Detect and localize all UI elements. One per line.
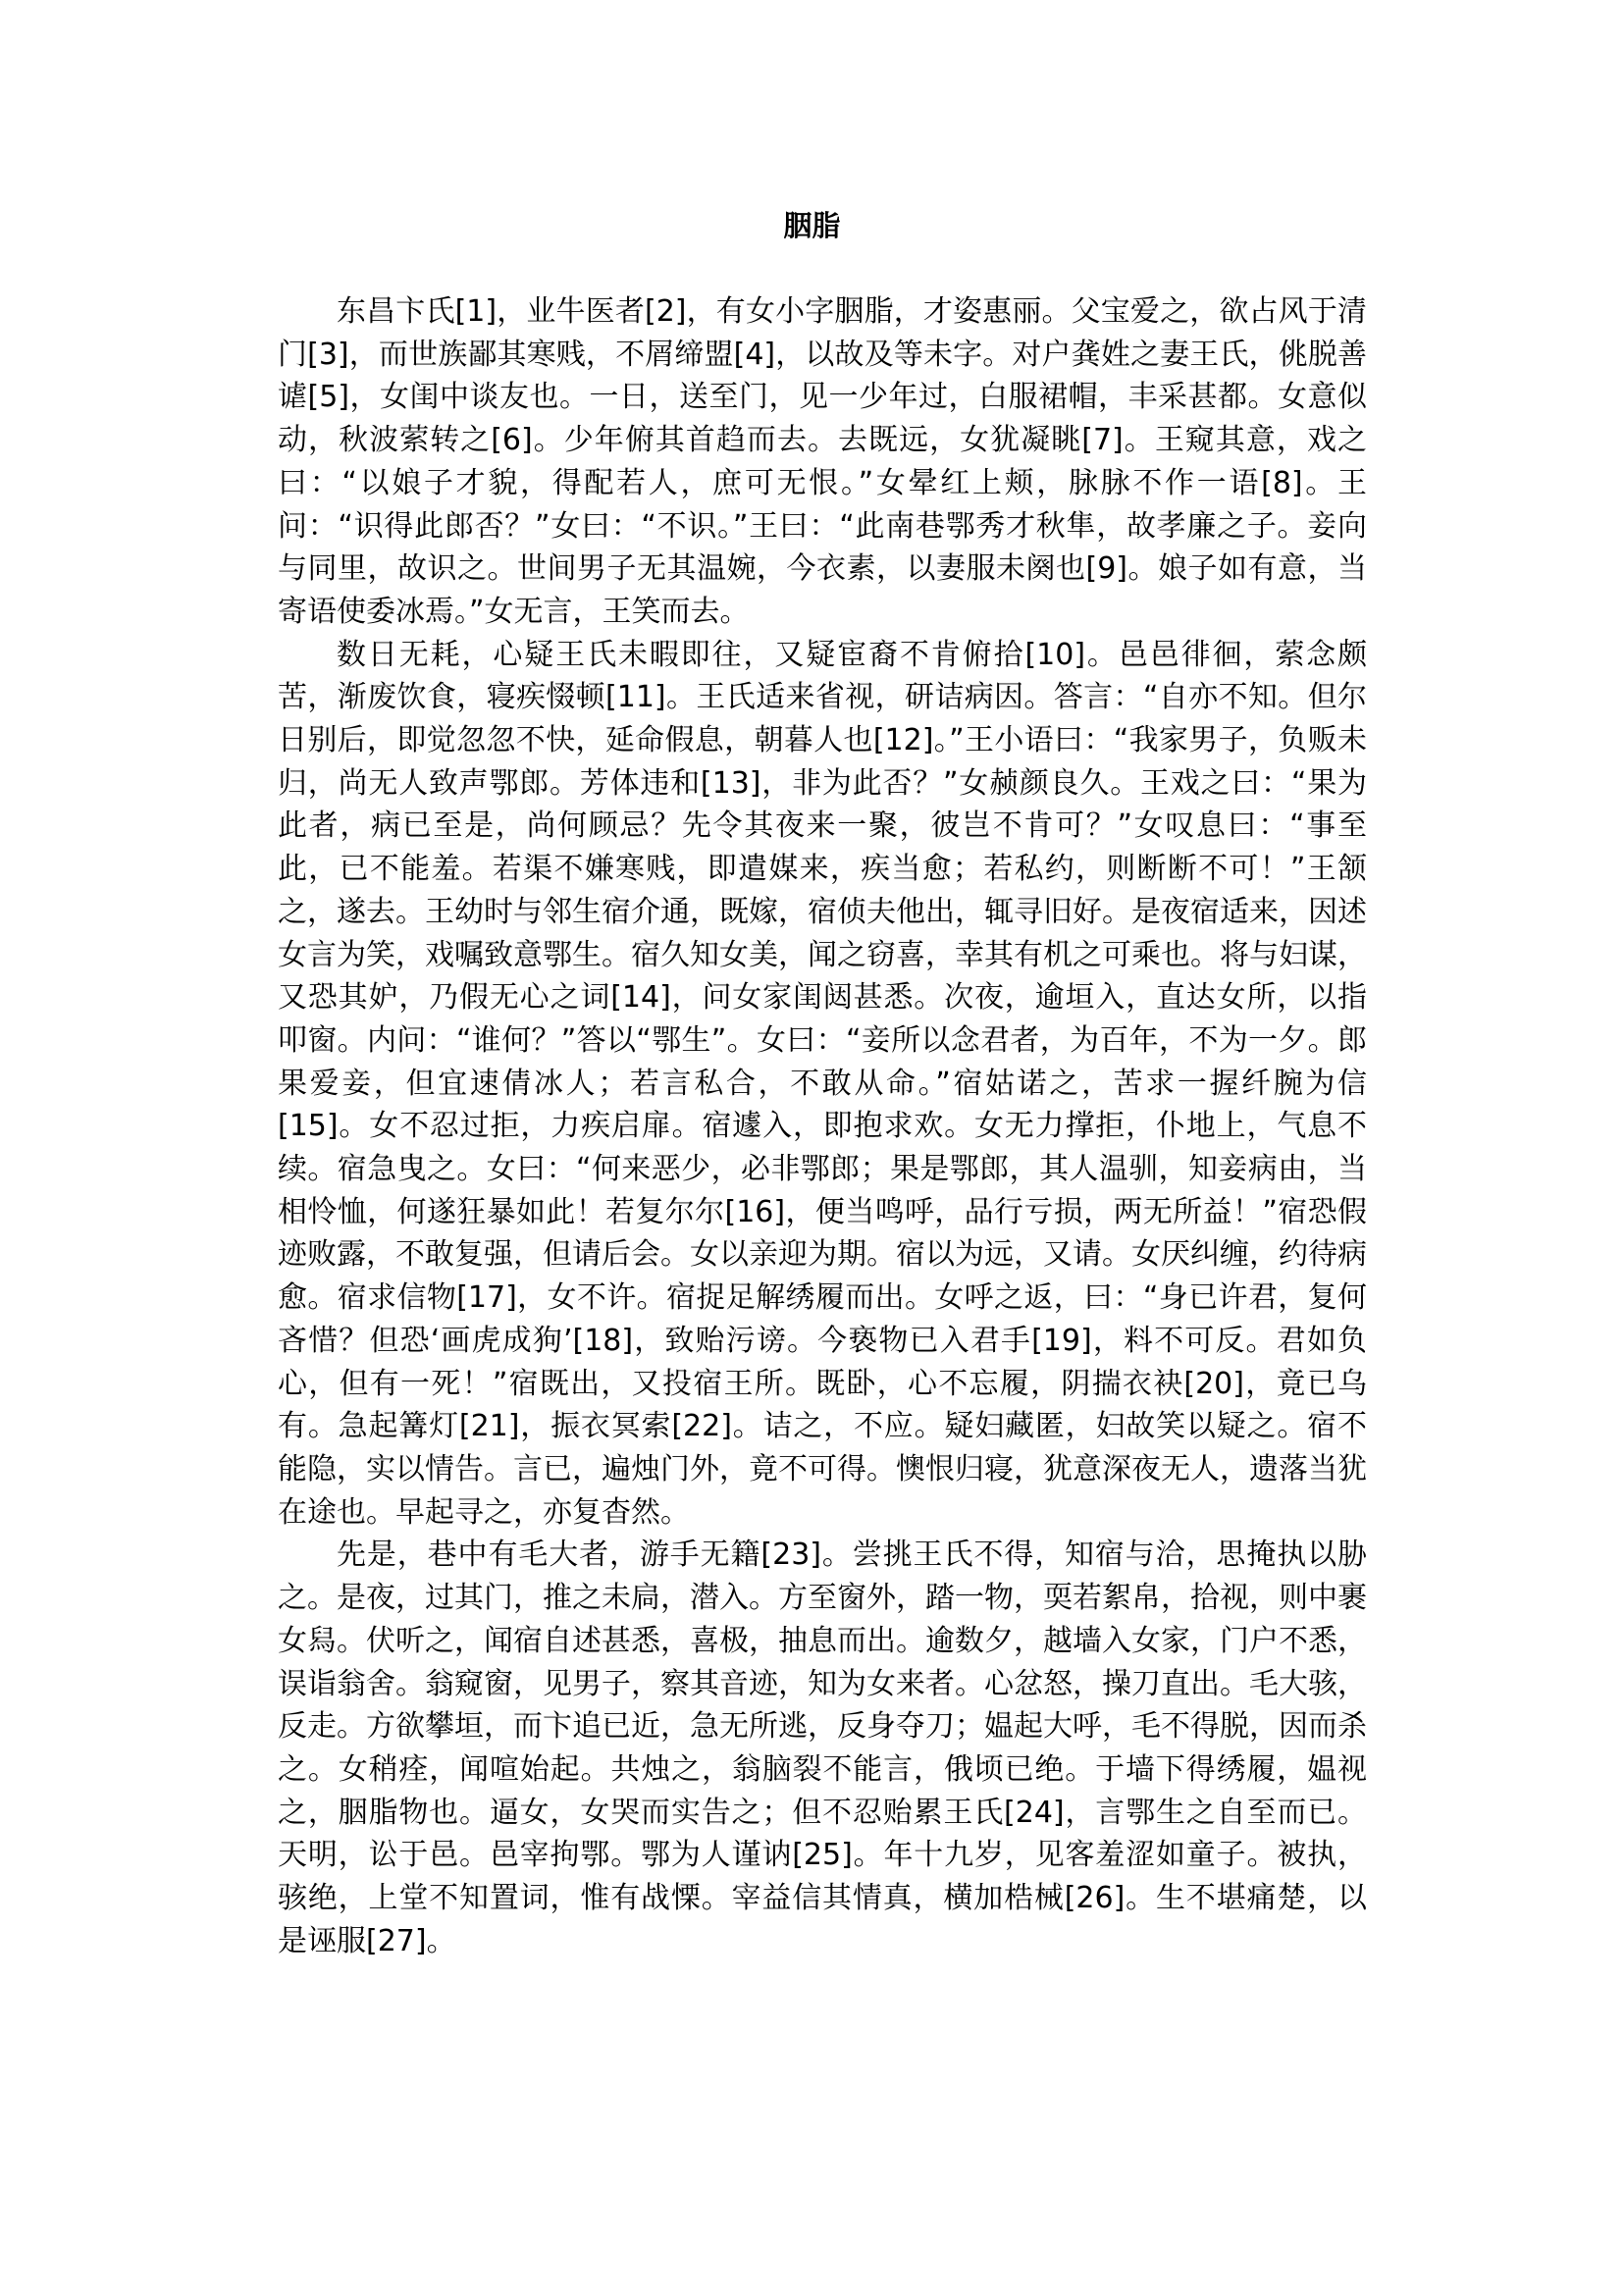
paragraph: 数日无耗，心疑王氏未暇即往，又疑宦裔不肯俯拾[10]。邑邑徘徊，萦念颇苦，渐废饮食，寝疾惙顿[11]。王氏适来省视，研诘病因。答言：“自亦不知。但尔日别后，即觉忽忽不快，延命假息，朝暮人也[12]。”王小语曰：“我家男子，负贩未归，尚无人致声鄂郎。芳体违和[13]，非为此否？”女赪颜良久。王戏之曰：“果为此者，病已至是，尚何顾忌？先令其夜来一聚，彼岂不肯可？”女叹息曰：“事至此，已不能羞。若渠不嫌寒贱，即遣媒来，疾当愈；若私约，则断断不可！”王颔之，遂去。王幼时与邻生宿介通，既嫁，宿侦夫他出，辄寻旧好。是夜宿适来，因述女言为笑，戏嘱致意鄂生。宿久知女美，闻之窃喜，幸其有机之可乘也。将与妇谋，又恐其妒，乃假无心之词[14]，问女家闺闼甚悉。次夜，逾垣入，直达女所，以指叩窗。内问：“谁何？”答以“鄂生”。女曰：“妾所以念君者，为百年，不为一夕。郎果爱妾，但宜速倩冰人；若言私合，不敢从命。”宿姑诺之，苦求一握纤腕为信[15]。女不忍过拒，力疾启扉。宿遽入，即抱求欢。女无力撑拒，仆地上，气息不续。宿急曳之。女曰：“何来恶少，必非鄂郎；果是鄂郎，其人温驯，知妾病由，当相怜恤，何遂狂暴如此！若复尔尔[16]，便当鸣呼，品行亏损，两无所益！”宿恐假迹败露，不敢复强，但请后会。女以亲迎为期。宿以为远，又请。女厌纠缠，约待病愈。宿求信物[17]，女不许。宿捉足解绣履而出。女呼之返，曰：“身已许君，复何吝惜？但恐‘画虎成狗’[18]，致贻污谤。今亵物已入君手[19]，料不可反。君如负心，但有一死！”宿既出，又投宿王所。既卧，心不忘履，阴揣衣袂[20]，竟已乌有。急起篝灯[21]，振衣冥索[22]。诘之，不应。疑妇藏匿，妇故笑以疑之。宿不能隐，实以情告。言已，遍烛门外，竟不可得。懊恨归寝，犹意深夜无人，遗落当犹在途也。早起寻之，亦复杳然。 [278,637,1367,1530]
paragraph: 先是，巷中有毛大者，游手无籍[23]。尝挑王氏不得，知宿与洽，思掩执以胁之。是夜，过其门，推之未扃，潜入。方至窗外，踏一物，耎若絮帛，拾视，则中裹女舄。伏听之，闻宿自述甚悉，喜极，抽息而出。逾数夕，越墙入女家，门户不悉，误诣翁舍。翁窥窗，见男子，察其音迹，知为女来者。心忿怒，操刀直出。毛大骇，反走。方欲攀垣，而卞追已近，急无所逃，反身夺刀；媪起大呼，毛不得脱，因而杀之。女稍痊，闻喧始起。共烛之，翁脑裂不能言，俄顷已绝。于墙下得绣履，媪视之，胭脂物也。逼女，女哭而实告之；但不忍贻累王氏[24]，言鄂生之自至而已。天明，讼于邑。邑宰拘鄂。鄂为人谨讷[25]。年十九岁，见客羞涩如童子。被执，骇绝，上堂不知置词，惟有战慄。宰益信其情真，横加梏械[26]。生不堪痛楚，以是诬服[27]。 [278,1538,1367,1958]
paragraph: 东昌卞氏[1]，业牛医者[2]，有女小字胭脂，才姿惠丽。父宝爱之，欲占风于清门[3]，而世族鄙其寒贱，不屑缔盟[4]，以故及等未字。对户龚姓之妻王氏，佻脱善谑[5]，女闺中谈友也。一日，送至门，见一少年过，白服裙帽，丰采甚都。女意似动，秋波萦转之[6]。少年俯其首趋而去。去既远，女犹凝眺[7]。王窥其意，戏之曰：“以娘子才貌，得配若人，庶可无恨。”女晕红上颊，脉脉不作一语[8]。王问：“识得此郎否？”女曰：“不识。”王曰：“此南巷鄂秀才秋隼，故孝廉之子。妾向与同里，故识之。世间男子无其温婉，今衣素，以妻服未阕也[9]。娘子如有意，当寄语使委冰焉。”女无言，王笑而去。 [278,294,1367,629]
document-title: 胭脂 [783,209,841,242]
document-body [278,290,1367,1962]
